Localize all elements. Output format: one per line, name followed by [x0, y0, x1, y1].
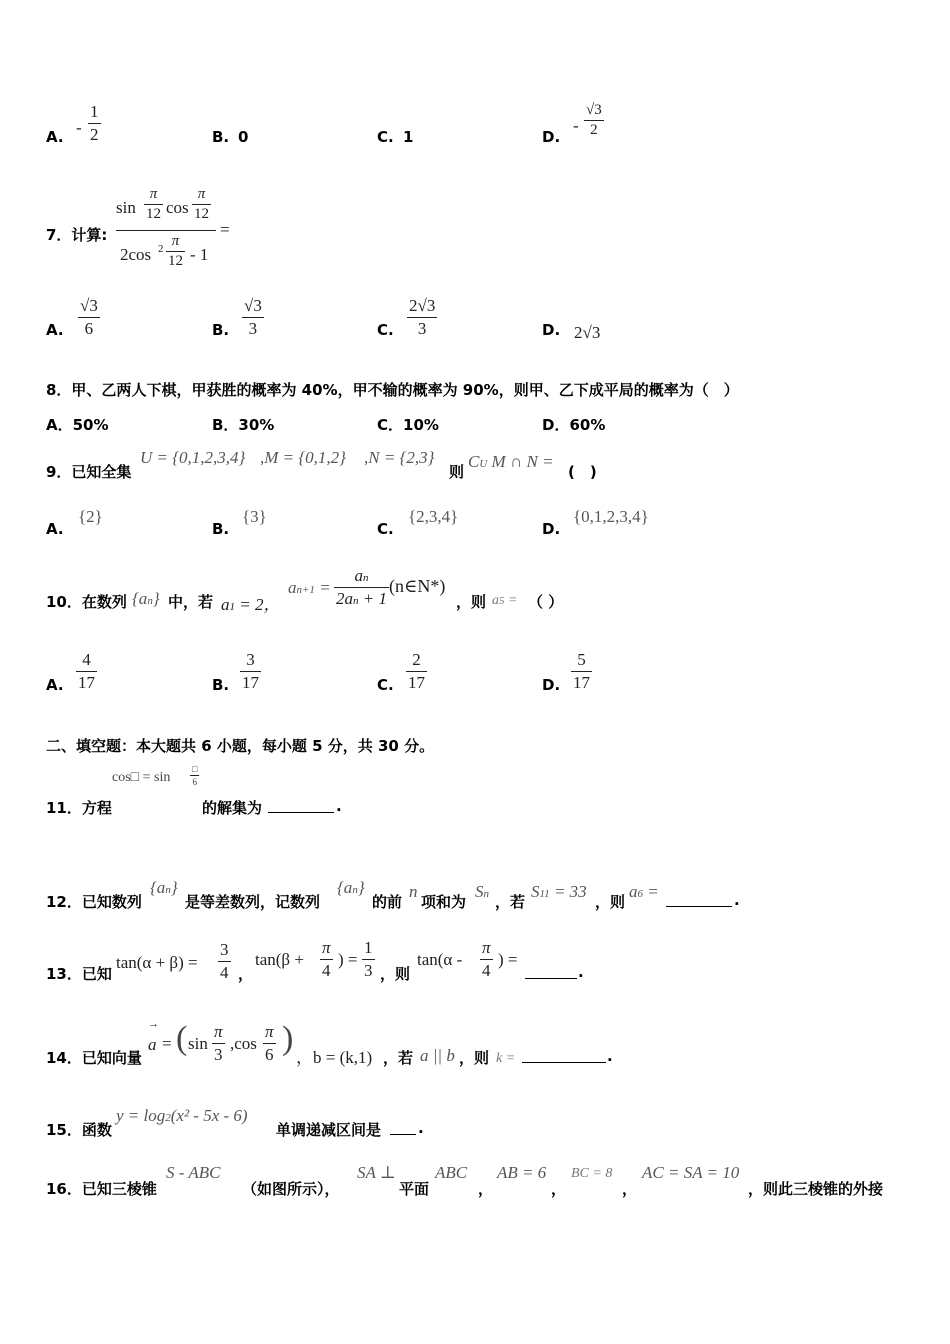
- q16-comma-3: ，: [622, 1180, 638, 1198]
- q7-denominator: [116, 231, 216, 273]
- q7-den-minus1: - 1: [190, 245, 209, 264]
- q9-a-label: A.: [46, 520, 64, 538]
- q7-c-fraction: 2√3 3: [409, 296, 436, 338]
- q10-label: 10．在数列: [46, 593, 127, 611]
- q13-expr3: tan(α -: [417, 950, 463, 969]
- q6-b-label: B.: [212, 128, 230, 146]
- q10-b-label: B.: [212, 676, 230, 694]
- q10-c-fraction: 2 17: [408, 650, 425, 692]
- q12-mid2: 的前: [372, 893, 403, 911]
- q16-sa-perp: SA ⊥: [357, 1163, 396, 1182]
- q8-option-c: C．10%: [377, 416, 439, 434]
- q9-complement: CU M ∩ N =: [468, 452, 554, 471]
- q14-frac1: π 3: [214, 1022, 223, 1064]
- q15-tail: 单调递减区间是: [276, 1121, 382, 1139]
- q13-expr1: tan(α + β) =: [116, 953, 198, 972]
- q7-num-frac1: π 12: [146, 186, 161, 222]
- q13-frac3: 1 3: [364, 938, 373, 980]
- q13-expr2-close: ) =: [338, 950, 358, 969]
- q11-answer-blank[interactable]: [268, 812, 334, 813]
- q16-ab: AB = 6: [497, 1163, 547, 1182]
- q7-den-2cos: 2cos: [120, 245, 152, 264]
- q7-b-label: B.: [212, 321, 230, 339]
- q10-then: ，则: [456, 593, 487, 611]
- q16-label: 16．已知三棱锥: [46, 1180, 157, 1198]
- q11-equation: cos□ = sin: [112, 770, 171, 785]
- q13-answer-blank[interactable]: [525, 978, 577, 979]
- q7-den-frac: π 12: [168, 233, 183, 269]
- q14-then: ，则: [459, 1049, 490, 1067]
- q16-ac-sa: AC = SA = 10: [642, 1163, 740, 1182]
- q12-mid3: 项和为: [421, 893, 467, 911]
- q13-expr3-close: ) =: [498, 950, 518, 969]
- q7-d-value: 2√3: [574, 323, 601, 342]
- q12-answer-blank[interactable]: [666, 906, 732, 907]
- q12-n: n: [409, 882, 418, 901]
- q14-vector-b: ，b = (k,1): [296, 1048, 373, 1067]
- q9-paren: ( ): [568, 463, 597, 481]
- q9-set-n: ,N = {2,3}: [364, 448, 435, 467]
- q12-mid5: ，则: [595, 893, 626, 911]
- q13-frac1: 3 4: [220, 940, 229, 982]
- q8-option-d: D．60%: [542, 416, 606, 434]
- q9-label: 9．已知全集: [46, 463, 132, 481]
- q6-d-fraction: √3 2: [586, 102, 602, 138]
- q7-a-fraction: √3 6: [80, 296, 98, 338]
- q12-a6: a6 =: [629, 882, 659, 901]
- q7-d-label: D.: [542, 321, 561, 339]
- q14-sin: sin: [188, 1034, 208, 1053]
- q10-a5: a5 =: [492, 593, 518, 608]
- q16-bc: BC = 8: [571, 1166, 613, 1181]
- q12-label: 12．已知数列: [46, 893, 142, 911]
- q16-figure-note: （如图所示），: [242, 1180, 340, 1198]
- q9-a-value: {2}: [78, 507, 103, 526]
- q12-end: .: [734, 891, 740, 909]
- section-2-heading: 二、填空题：本大题共 6 小题，每小题 5 分，共 30 分。: [46, 737, 435, 755]
- q12-mid1: 是等差数列，记数列: [185, 893, 321, 911]
- q10-d-fraction: 5 17: [573, 650, 590, 692]
- q9-universal-set: U = {0,1,2,3,4}: [140, 448, 246, 467]
- q12-seq-2: {an}: [337, 878, 365, 897]
- q12-mid4: ，若: [495, 893, 526, 911]
- q12-sn: Sn: [475, 882, 489, 901]
- q9-b-label: B.: [212, 520, 230, 538]
- q8-option-b: B．30%: [212, 416, 275, 434]
- q6-a-label: A.: [46, 128, 64, 146]
- q6-b-value: 0: [238, 128, 249, 146]
- q13-frac4: π 4: [482, 938, 491, 980]
- q14-mid: ，若: [383, 1049, 414, 1067]
- q15-end: .: [418, 1119, 424, 1137]
- q9-then: 则: [449, 463, 465, 481]
- q16-comma-1: ，: [478, 1180, 494, 1198]
- q14-paren-left: (: [176, 1020, 188, 1057]
- q8-text: 8．甲、乙两人下棋，甲获胜的概率为 40%，甲不输的概率为 90%，则甲、乙下成平局的概率为（ ）: [46, 381, 739, 399]
- q14-equals: =: [162, 1034, 172, 1053]
- q10-recursion-fraction: an 2an + 1: [336, 566, 387, 608]
- q13-label: 13．已知: [46, 965, 112, 983]
- q15-label: 15．函数: [46, 1121, 112, 1139]
- q9-b-value: {3}: [242, 507, 267, 526]
- q13-expr2: tan(β +: [255, 950, 304, 969]
- q10-d-label: D.: [542, 676, 561, 694]
- q14-cos: ,cos: [230, 1034, 257, 1053]
- q14-k: k =: [496, 1051, 516, 1066]
- q7-a-label: A.: [46, 321, 64, 339]
- q6-d-label: D.: [542, 128, 561, 146]
- q12-seq-1: {an}: [150, 878, 178, 897]
- q9-d-value: {0,1,2,3,4}: [573, 507, 649, 526]
- q7-num-frac2: π 12: [194, 186, 209, 222]
- q12-s11: S11 = 33: [531, 882, 587, 901]
- q7-den-sup: 2: [158, 243, 164, 255]
- q16-tail: ，则此三棱锥的外接: [748, 1180, 884, 1198]
- q7-b-fraction: √3 3: [244, 296, 262, 338]
- q9-c-value: {2,3,4}: [408, 507, 459, 526]
- q10-a1: a1 = 2，: [221, 595, 281, 614]
- q10-b-fraction: 3 17: [242, 650, 259, 692]
- q6-c-label: C.: [377, 128, 394, 146]
- q7-numerator: [116, 188, 216, 230]
- q15-function: y = log2(x² - 5x - 6): [116, 1106, 248, 1125]
- q16-comma-2: ，: [551, 1180, 567, 1198]
- q11-label: 11．方程: [46, 799, 112, 817]
- q10-condition: (n∈N*): [389, 576, 446, 596]
- q11-end: .: [336, 797, 342, 815]
- q14-vector-arrow: →: [148, 1018, 159, 1030]
- q6-a-fraction: 1 2: [90, 102, 99, 144]
- q9-c-label: C.: [377, 520, 394, 538]
- q11-equation-fraction: □ 6: [192, 764, 198, 787]
- q7-equals: =: [220, 220, 230, 239]
- q14-paren-right: ): [282, 1020, 294, 1057]
- q13-end: .: [578, 963, 584, 981]
- q15-answer-blank[interactable]: [390, 1134, 416, 1135]
- q7-num-cos: cos: [166, 198, 189, 217]
- q13-frac2: π 4: [322, 938, 331, 980]
- q9-d-label: D.: [542, 520, 561, 538]
- q16-plane: 平面: [399, 1180, 430, 1198]
- q7-c-label: C.: [377, 321, 394, 339]
- q14-frac2: π 6: [265, 1022, 274, 1064]
- q10-a-label: A.: [46, 676, 64, 694]
- q14-end: .: [607, 1047, 613, 1065]
- q10-recursion-lhs: an+1 =: [288, 578, 331, 597]
- q7-label: 7．计算:: [46, 226, 108, 244]
- q10-mid: 中，若: [168, 593, 214, 611]
- q14-parallel: a || b: [420, 1046, 455, 1065]
- q9-set-m: ,M = {0,1,2}: [260, 448, 346, 467]
- q13-then: ，则: [380, 965, 411, 983]
- q7-num-sin: sin: [116, 198, 136, 217]
- q14-label: 14．已知向量: [46, 1049, 142, 1067]
- q6-c-value: 1: [403, 128, 414, 146]
- q10-sequence: {an}: [132, 589, 160, 608]
- q10-a-fraction: 4 17: [78, 650, 95, 692]
- q14-answer-blank[interactable]: [522, 1062, 606, 1063]
- q10-paren: （ ）: [528, 593, 564, 611]
- q7-expression: [116, 188, 216, 273]
- q14-vector-a: a: [148, 1035, 157, 1054]
- q10-c-label: C.: [377, 676, 394, 694]
- q16-pyramid: S - ABC: [166, 1163, 221, 1182]
- q6-a-sign: -: [76, 118, 82, 137]
- q6-d-sign: -: [573, 116, 579, 135]
- q11-tail: 的解集为: [202, 799, 263, 817]
- q13-comma: ，: [238, 965, 254, 983]
- q16-abc: ABC: [435, 1163, 468, 1182]
- q8-option-a: A．50%: [46, 416, 109, 434]
